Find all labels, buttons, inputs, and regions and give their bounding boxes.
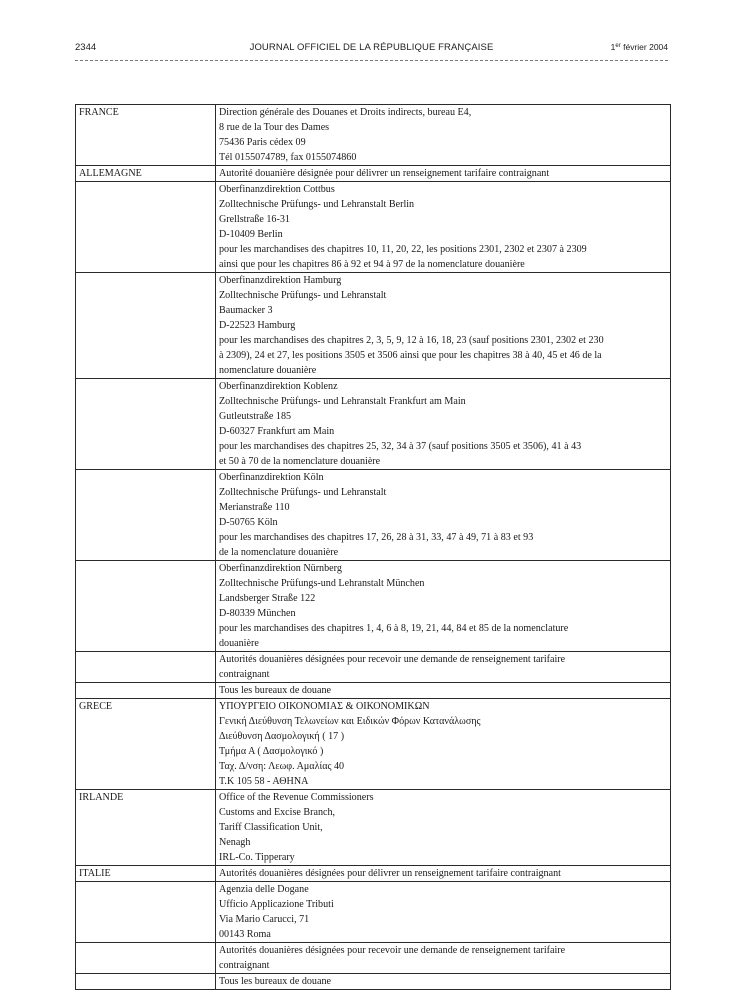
authority-line: Direction générale des Douanes et Droits indirects, bureau E4, xyxy=(219,107,472,118)
table-row xyxy=(76,166,671,182)
authority-cell xyxy=(216,974,671,990)
authority-line: D-50765 Köln xyxy=(219,517,278,528)
country-cell: ITALIE xyxy=(76,866,216,882)
authority-line: Oberfinanzdirektion Cottbus xyxy=(219,184,335,195)
authority-line: Autorités douanières désignées pour délivrer un renseignement tarifaire contraignant xyxy=(219,868,561,879)
authority-line: IRL-Co. Tipperary xyxy=(219,852,295,863)
authority-line: Zolltechnische Prüfungs-und Lehranstalt München xyxy=(219,578,425,589)
country-cell xyxy=(76,379,216,470)
country-cell xyxy=(76,561,216,652)
country-cell: ALLEMAGNE xyxy=(76,166,216,182)
authority-line: Tél 0155074789, fax 0155074860 xyxy=(219,152,357,163)
authority-line: Διεύθυνση Δασμολογική ( 17 ) xyxy=(219,731,345,742)
table-row xyxy=(76,974,671,990)
authority-line: Via Mario Carucci, 71 xyxy=(219,914,310,925)
table-row xyxy=(76,943,671,974)
issue-date xyxy=(611,42,668,52)
authority-line: Autorité douanière désignée pour délivrer un renseignement tarifaire contraignant xyxy=(219,168,550,179)
authority-cell xyxy=(216,683,671,699)
authority-line: Tous les bureaux de douane xyxy=(219,685,331,696)
authority-line: et 50 à 70 de la nomenclature douanière xyxy=(219,456,381,467)
authority-line: Customs and Excise Branch, xyxy=(219,807,336,818)
authority-line: D-60327 Frankfurt am Main xyxy=(219,426,335,437)
table-row xyxy=(76,105,671,166)
customs-authorities-table xyxy=(75,104,671,990)
country-cell xyxy=(76,943,216,974)
authority-line: à 2309), 24 et 27, les positions 3505 et 3506 ainsi que pour les chapitres 38 à 40, 45 et 46 de la xyxy=(219,350,602,361)
authority-line: contraignant xyxy=(219,960,270,971)
table-row xyxy=(76,470,671,561)
authority-line: Ταχ. Δ/νση: Λεωφ. Αμαλίας 40 xyxy=(219,761,345,772)
table-row xyxy=(76,790,671,866)
authority-line: 8 rue de la Tour des Dames xyxy=(219,122,330,133)
country-cell: IRLANDE xyxy=(76,790,216,866)
authority-line: pour les marchandises des chapitres 25, 32, 34 à 37 (sauf positions 3505 et 3506), 41 à 43 xyxy=(219,441,582,452)
page-number: 2344 xyxy=(75,42,97,53)
issue-date-day: 1 xyxy=(610,42,616,52)
authority-line: Γενική Διεύθυνση Τελωνείων και Ειδικών Φόρων Κατανάλωσης xyxy=(219,716,481,727)
issue-date-month-year: février 2004 xyxy=(620,42,668,52)
authority-line: ΥΠΟΥΡΓΕΙΟ ΟΙΚΟΝΟΜΙΑΣ & ΟΙΚΟΝΟΜΙΚΩΝ xyxy=(219,701,430,712)
authority-line: Τμήμα Α ( Δασμολογικό ) xyxy=(219,746,324,757)
header-rule xyxy=(75,60,668,61)
country-cell xyxy=(76,652,216,683)
page-header xyxy=(75,42,668,56)
table-row xyxy=(76,379,671,470)
country-cell xyxy=(76,182,216,273)
authority-line: Office of the Revenue Commissioners xyxy=(219,792,374,803)
authority-line: Landsberger Straße 122 xyxy=(219,593,316,604)
authority-line: douanière xyxy=(219,638,259,649)
table-row xyxy=(76,866,671,882)
authority-cell xyxy=(216,273,671,379)
table-row xyxy=(76,882,671,943)
authority-line: pour les marchandises des chapitres 2, 3, 5, 9, 12 à 16, 18, 23 (sauf positions 2301, 2302 et 230 xyxy=(219,335,604,346)
table-row xyxy=(76,652,671,683)
authority-line: Tous les bureaux de douane xyxy=(219,976,331,987)
authority-line: Agenzia delle Dogane xyxy=(219,884,309,895)
authority-line: Zolltechnische Prüfungs- und Lehranstalt Frankfurt am Main xyxy=(219,396,466,407)
authority-cell xyxy=(216,166,671,182)
authority-line: pour les marchandises des chapitres 1, 4, 6 à 8, 19, 21, 44, 84 et 85 de la nomenclature xyxy=(219,623,569,634)
authority-line: Zolltechnische Prüfungs- und Lehranstalt Berlin xyxy=(219,199,415,210)
country-cell xyxy=(76,470,216,561)
table-row xyxy=(76,561,671,652)
authority-line: pour les marchandises des chapitres 17, 26, 28 à 31, 33, 47 à 49, 71 à 83 et 93 xyxy=(219,532,534,543)
authority-line: ainsi que pour les chapitres 86 à 92 et 94 à 97 de la nomenclature douanière xyxy=(219,259,525,270)
authority-line: Grellstraße 16-31 xyxy=(219,214,290,225)
authority-cell xyxy=(216,790,671,866)
table-row xyxy=(76,182,671,273)
authority-cell xyxy=(216,379,671,470)
table-row xyxy=(76,683,671,699)
authority-line: contraignant xyxy=(219,669,270,680)
authority-line: Merianstraße 110 xyxy=(219,502,290,513)
authority-line: Baumacker 3 xyxy=(219,305,273,316)
country-cell xyxy=(76,882,216,943)
authority-line: Autorités douanières désignées pour recevoir une demande de renseignement tarifaire xyxy=(219,945,566,956)
authority-cell xyxy=(216,943,671,974)
authority-line: Gutleutstraße 185 xyxy=(219,411,292,422)
authority-cell xyxy=(216,182,671,273)
authority-cell xyxy=(216,699,671,790)
authority-line: 75436 Paris cédex 09 xyxy=(219,137,306,148)
authority-line: D-10409 Berlin xyxy=(219,229,283,240)
authority-line: Zolltechnische Prüfungs- und Lehranstalt xyxy=(219,290,387,301)
authority-cell xyxy=(216,652,671,683)
country-cell: FRANCE xyxy=(76,105,216,166)
country-cell xyxy=(76,974,216,990)
issue-date-ordinal: er xyxy=(615,43,621,49)
authority-line: Oberfinanzdirektion Hamburg xyxy=(219,275,342,286)
authority-cell xyxy=(216,882,671,943)
authority-line: pour les marchandises des chapitres 10, 11, 20, 22, les positions 2301, 2302 et 2307 à 2309 xyxy=(219,244,587,255)
country-cell: GRECE xyxy=(76,699,216,790)
authority-line: Nenagh xyxy=(219,837,251,848)
authority-line: Oberfinanzdirektion Koblenz xyxy=(219,381,338,392)
table-row xyxy=(76,699,671,790)
authority-line: Oberfinanzdirektion Nürnberg xyxy=(219,563,342,574)
authority-line: Τ.Κ 105 58 - ΑΘΗΝΑ xyxy=(219,776,309,787)
authority-line: nomenclature douanière xyxy=(219,365,317,376)
authority-cell xyxy=(216,470,671,561)
authority-line: Ufficio Applicazione Tributi xyxy=(219,899,334,910)
authority-line: Zolltechnische Prüfungs- und Lehranstalt xyxy=(219,487,387,498)
country-cell xyxy=(76,683,216,699)
authority-line: Tariff Classification Unit, xyxy=(219,822,323,833)
authority-line: Oberfinanzdirektion Köln xyxy=(219,472,324,483)
authority-cell xyxy=(216,866,671,882)
authority-line: Autorités douanières désignées pour recevoir une demande de renseignement tarifaire xyxy=(219,654,566,665)
journal-title: JOURNAL OFFICIEL DE LA RÉPUBLIQUE FRANÇAISE xyxy=(249,42,494,53)
authority-line: de la nomenclature douanière xyxy=(219,547,339,558)
authority-line: 00143 Roma xyxy=(219,929,271,940)
authority-cell xyxy=(216,561,671,652)
table-body xyxy=(76,105,671,990)
authority-line: D-80339 München xyxy=(219,608,296,619)
authority-cell xyxy=(216,105,671,166)
table-row xyxy=(76,273,671,379)
authority-line: D-22523 Hamburg xyxy=(219,320,296,331)
country-cell xyxy=(76,273,216,379)
